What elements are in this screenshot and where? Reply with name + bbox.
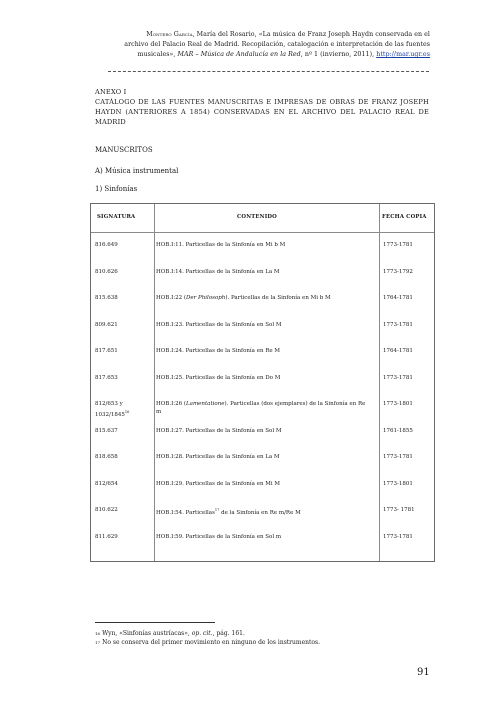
table-row bbox=[91, 506, 434, 532]
section-manuscritos: MANUSCRITOS bbox=[95, 146, 153, 154]
cell-fecha-copia: 1773-1781 bbox=[383, 321, 413, 328]
footnote-16 bbox=[95, 630, 245, 638]
cell-contenido: HOB.I:54. Particellas$^{17}$ de la Sinfonía en Re m/Re M bbox=[156, 508, 301, 516]
cell-contenido: HOB.I:29. Particellas de la Sinfonía en Mi M bbox=[156, 480, 281, 487]
cell-fecha-copia: 1773-1781 bbox=[383, 242, 413, 248]
author-name: Montero García bbox=[146, 31, 193, 38]
annex-heading bbox=[95, 87, 429, 127]
cell-fecha-copia: 1773-1781 bbox=[383, 374, 413, 381]
cell-contenido: HOB.I:22 (Der Philosoph). Particellas de la Sinfonía en Mi b M bbox=[156, 295, 331, 301]
table-row bbox=[91, 453, 434, 479]
table-row bbox=[91, 400, 434, 426]
cell-contenido: HOB.I:11. Particellas de la Sinfonía en Mi b M bbox=[156, 242, 286, 248]
table-row bbox=[91, 374, 434, 400]
cell-fecha-copia: 1773-1801 bbox=[383, 401, 413, 407]
table-row bbox=[91, 427, 434, 453]
footnote-ref: 16 bbox=[124, 410, 130, 414]
journal-title: MAR – Música de Andalucía en la Red bbox=[177, 51, 301, 58]
cell-contenido: HOB.I:28. Particellas de la Sinfonía en La M bbox=[156, 454, 280, 460]
journal-link[interactable]: http://mar.ugr.es bbox=[376, 51, 430, 58]
cell-contenido: HOB.I:23. Particellas de la Sinfonía en Sol M bbox=[156, 321, 282, 328]
section-sinfonias: 1) Sinfonías bbox=[95, 185, 138, 193]
table-row bbox=[91, 347, 434, 373]
citation-line-1: , María del Rosario, «La música de Franz Joseph Haydn conservada en el bbox=[192, 31, 430, 38]
table-row bbox=[91, 241, 434, 267]
footnote-number: 17 bbox=[95, 640, 101, 645]
table-row bbox=[91, 268, 434, 294]
work-nickname: Der Philosoph bbox=[186, 295, 226, 301]
header-signatura: SIGNATURA bbox=[97, 214, 136, 220]
citation-line-3b: , nº 1 (invierno, 2011), bbox=[300, 51, 377, 58]
citation-header bbox=[104, 30, 430, 60]
cell-fecha-copia: 1773-1781 bbox=[383, 454, 413, 460]
header-divider bbox=[108, 71, 429, 72]
header-divider-line bbox=[91, 232, 434, 233]
cell-fecha-copia: 1773-1781 bbox=[383, 533, 413, 540]
table-row bbox=[91, 480, 434, 506]
footnote-number: 16 bbox=[95, 631, 101, 636]
citation-line-3a: musicales», bbox=[137, 51, 178, 58]
cell-fecha-copia: 1764-1781 bbox=[383, 295, 413, 301]
table-row bbox=[91, 533, 434, 559]
cell-signatura: 812/654 bbox=[95, 480, 118, 487]
page-number: 91 bbox=[417, 667, 430, 678]
cell-signatura: 818.658 bbox=[95, 454, 118, 460]
footnote-italic: op. cit. bbox=[191, 630, 213, 637]
cell-contenido: HOB.I:27. Particellas de la Sinfonía en Sol M bbox=[156, 427, 282, 434]
cell-signatura: 811.629 bbox=[95, 533, 118, 540]
cell-signatura: 817.653 bbox=[95, 374, 118, 381]
cell-fecha-copia: 1773-1801 bbox=[383, 480, 413, 487]
cell-fecha-copia: 1761-1855 bbox=[383, 427, 413, 434]
table-row bbox=[91, 294, 434, 320]
section-musica-instrumental: A) Música instrumental bbox=[95, 167, 179, 175]
footnote-text: No se conserva del primer movimiento en ninguno de los instrumentos. bbox=[102, 639, 321, 646]
cell-contenido: HOB.I:24. Particellas de la Sinfonía en Re M bbox=[156, 348, 281, 354]
footnote-ref: 17 bbox=[214, 508, 220, 512]
cell-signatura: 810.626 bbox=[95, 268, 118, 275]
cell-contenido: HOB.I:25. Particellas de la Sinfonía en Do M bbox=[156, 374, 281, 381]
cell-signatura: 815.638 bbox=[95, 295, 118, 301]
cell-signatura: 812/653 y 1032/1845$^{16}$ bbox=[95, 401, 130, 418]
footnote-text: Wyn, «Sinfonías austríacas», bbox=[102, 630, 192, 637]
work-nickname: Lamentatione bbox=[186, 401, 225, 407]
cell-signatura: 815.637 bbox=[95, 427, 118, 434]
table-row bbox=[91, 321, 434, 347]
header-fecha-copia: FECHA COPIA bbox=[382, 214, 427, 220]
cell-signatura: 809.621 bbox=[95, 321, 118, 328]
footnote-divider bbox=[95, 622, 215, 623]
footnote-17 bbox=[95, 639, 320, 647]
cell-fecha-copia: 1773-1792 bbox=[383, 268, 413, 275]
footnote-text-end: , pág. 161. bbox=[212, 630, 245, 637]
sinfonias-table bbox=[90, 203, 435, 562]
citation-line-2: archivo del Palacio Real de Madrid. Recopilación, catalogación e interpretación de las fuentes bbox=[124, 41, 430, 48]
cell-contenido: HOB.I:59. Particellas de la Sinfonía en Sol m bbox=[156, 533, 282, 540]
cell-signatura: 816.649 bbox=[95, 242, 118, 248]
cell-signatura: 810.622 bbox=[95, 507, 118, 513]
cell-contenido: HOB.I:26 (Lamentatione). Particellas (dos ejemplares) de la Sinfonía en Re m bbox=[156, 401, 366, 415]
annex-title: CATÁLOGO DE LAS FUENTES MANUSCRITAS E IMPRESAS DE OBRAS DE FRANZ JOSEPH HAYDN (ANTERIORES A 1854) CONSERVADAS EN EL ARCHIVO DEL PALACIO REAL DE MADRID bbox=[95, 98, 429, 126]
cell-fecha-copia: 1764-1781 bbox=[383, 348, 413, 354]
annex-label: ANEXO I bbox=[95, 88, 127, 96]
cell-signatura: 817.651 bbox=[95, 348, 118, 354]
cell-fecha-copia: 1773- 1781 bbox=[383, 507, 415, 513]
cell-contenido: HOB.I:14. Particellas de la Sinfonía en La M bbox=[156, 268, 280, 275]
header-contenido: CONTENIDO bbox=[237, 214, 277, 220]
